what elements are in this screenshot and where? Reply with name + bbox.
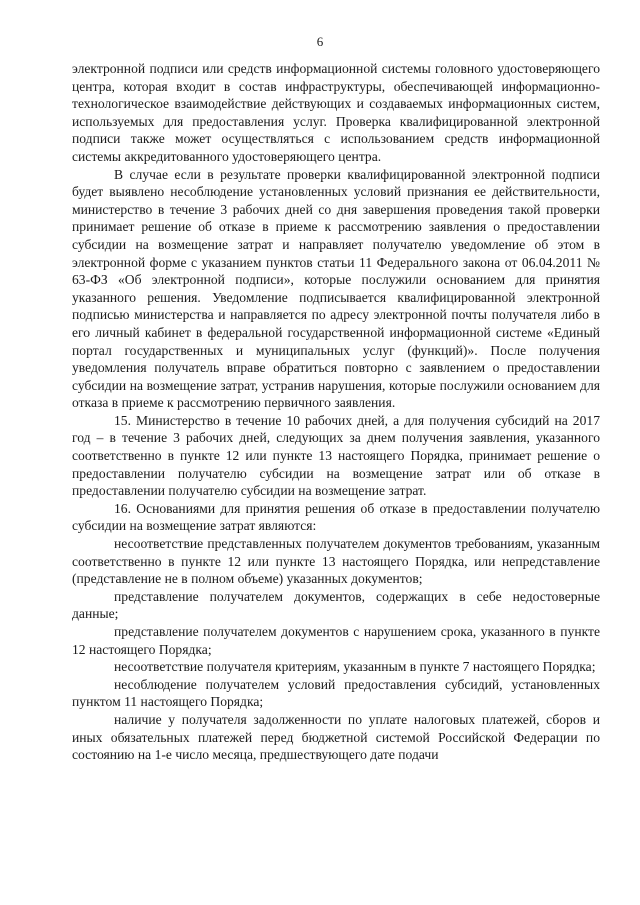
- list-item-conditions-violation: несоблюдение получателем условий предоставления субсидий, установленных пунктом 11 настоящего Порядка;: [72, 676, 600, 710]
- list-item-criteria-nonconformity: несоответствие получателя критериям, указанным в пункте 7 настоящего Порядка;: [114, 659, 596, 675]
- paragraph-signature-invalid: В случае если в результате проверки квалифицированной электронной подписи будет выявлено несоблюдение установленных условий признания ее действительности, министерство в течение 3 рабочих дней со дня завершения проведения такой проверки принимает решение об отказе в приеме к рассмотрению заявления о предоставлении субсидии на возмещение затрат и направляет получателю уведомление об этом в электронной форме с указанием пунктов статьи 11 Федерального закона от 06.04.2011 № 63-ФЗ «Об электронной подписи», которые послужили основанием для принятия указанного решения. Уведомление подписывается квалифицированной электронной подписью министерства и направляется по адресу электронной почты получателя либо в его личный кабинет в федеральной государственной информационной системе «Единый портал государственных и муниципальных услуг (функций)». После получения уведомления получатель вправе обратиться повторно с заявлением о предоставлении субсидии на возмещение затрат, устранив нарушения, которые послужили основанием для отказа в приеме к рассмотрению первичного заявления.: [72, 166, 600, 411]
- list-item-false-data: представление получателем документов, содержащих в себе недостоверные данные;: [72, 588, 600, 622]
- paragraph-clause-16: 16. Основаниями для принятия решения об отказе в предоставлении получателю субсидии на возмещение затрат являются:: [72, 500, 600, 534]
- paragraph-signature-verification: электронной подписи или средств информационной системы головного удостоверяющего центра, которая входит в состав инфраструктуры, обеспечивающей информационно-технологическое взаимодействие действующих и создаваемых информационных систем, используемых для предоставления услуг. Проверка квалифицированной электронной подписи также может осуществляться с использованием средств информационной системы аккредитованного удостоверяющего центра.: [72, 61, 600, 164]
- list-item-tax-debt: наличие у получателя задолженности по уплате налоговых платежей, сборов и иных обязательных платежей перед бюджетной системой Российской Федерации по состоянию на 1-е число месяца, предшествующего дате подачи: [72, 711, 600, 763]
- list-item-deadline-violation: представление получателем документов с нарушением срока, указанного в пункте 12 настоящего Порядка;: [72, 624, 600, 657]
- paragraph-clause-15: 15. Министерство в течение 10 рабочих дней, а для получения субсидий на 2017 год – в течение 3 рабочих дней, следующих за днем получения заявления, указанного соответственно в пункте 12 или пункте 13 настоящего Порядка, принимает решение о предоставлении получателю субсидии на возмещение затрат или об отказе в предоставлении получателю субсидии на возмещение затрат.: [72, 412, 600, 499]
- page-number: 6: [316, 34, 324, 49]
- list-item-nonconformity-documents: несоответствие представленных получателем документов требованиям, указанным соответственно в пункте 12 или пункте 13 настоящего Порядка, или непредставление (представление не в полном объеме) указанных документов;: [72, 536, 600, 587]
- document-body: [72, 60, 600, 764]
